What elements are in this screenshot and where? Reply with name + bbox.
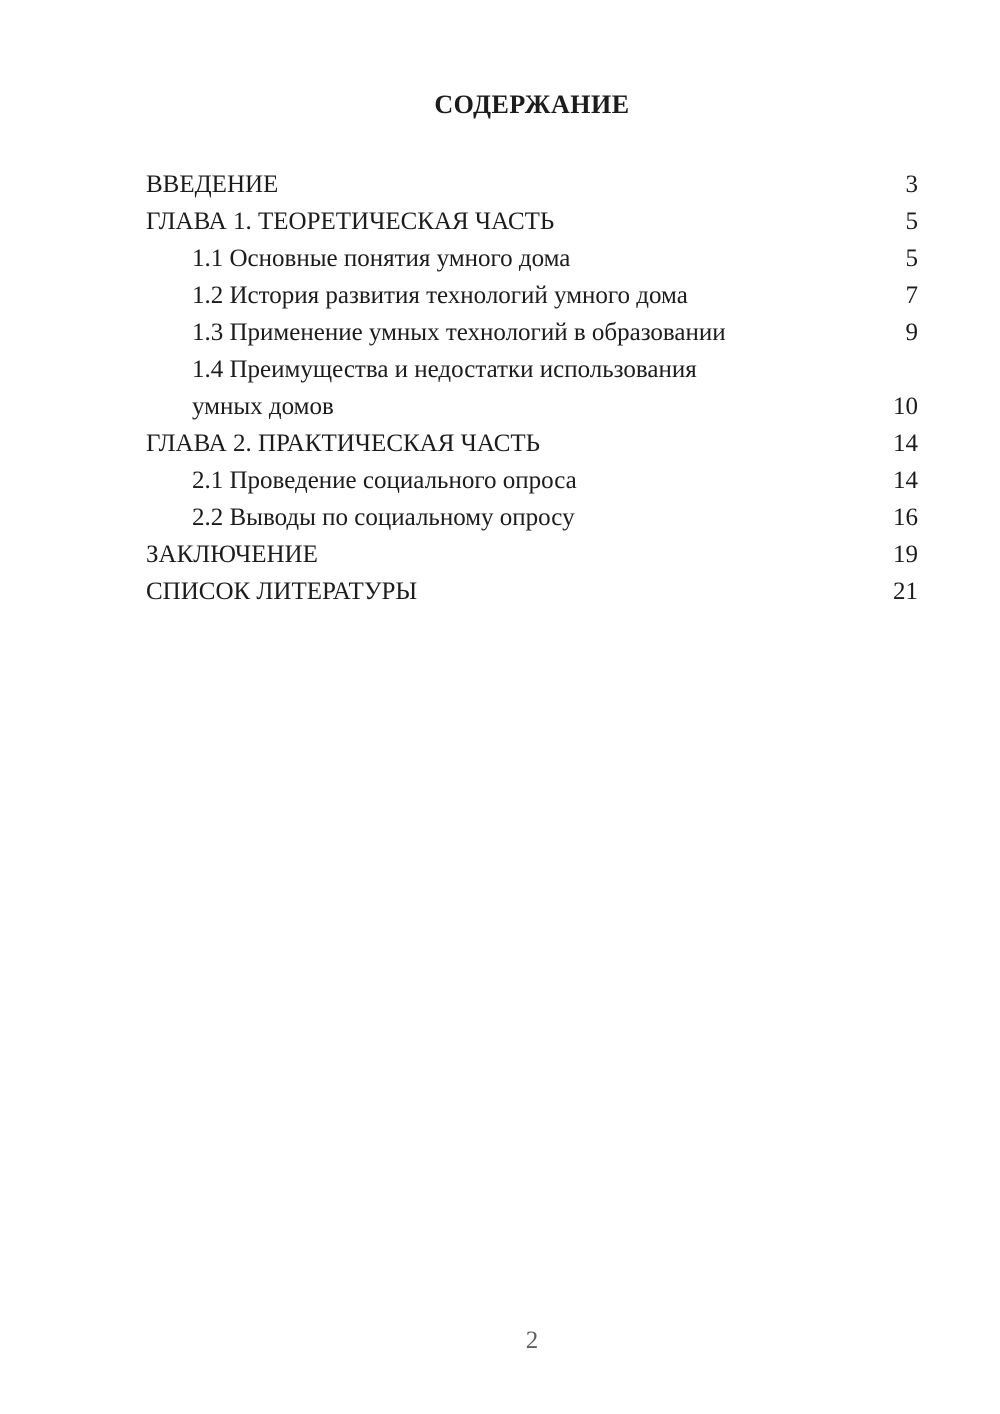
toc-entry-page: 14 (893, 467, 918, 494)
toc-entry (146, 573, 918, 610)
toc-entry (146, 351, 918, 425)
toc-entry (146, 499, 918, 536)
toc-entry-page: 3 (905, 171, 918, 198)
toc-entry-label: 2.1 Проведение социального опроса (192, 467, 577, 494)
page-content (0, 90, 1000, 610)
toc-entry-label: 1.1 Основные понятия умного дома (192, 245, 571, 272)
toc-entry (146, 314, 918, 351)
toc-entry-page: 10 (893, 393, 918, 420)
toc-entry-label: ВВЕДЕНИЕ (146, 171, 279, 198)
toc-entry-page: 9 (905, 319, 918, 346)
toc-entry-page: 19 (893, 541, 918, 568)
toc-entry (146, 166, 918, 203)
page-title: СОДЕРЖАНИЕ (434, 90, 630, 119)
toc-entry (146, 203, 918, 240)
toc-entry-page: 5 (905, 245, 918, 272)
toc-entry (146, 462, 918, 499)
toc-entry-label: СПИСОК ЛИТЕРАТУРЫ (146, 578, 418, 605)
toc-entry-label: ЗАКЛЮЧЕНИЕ (146, 541, 318, 568)
toc-list (146, 166, 918, 610)
toc-entry-page: 14 (893, 430, 918, 457)
toc-entry (146, 277, 918, 314)
toc-entry-page: 5 (905, 208, 918, 235)
toc-entry-page: 16 (893, 504, 918, 531)
toc-entry (146, 425, 918, 462)
toc-entry (146, 536, 918, 573)
toc-entry-label: ГЛАВА 1. ТЕОРЕТИЧЕСКАЯ ЧАСТЬ (146, 208, 555, 235)
toc-entry-page: 21 (893, 578, 918, 605)
toc-entry-label: 2.2 Выводы по социальному опросу (192, 504, 575, 531)
toc-entry-label: ГЛАВА 2. ПРАКТИЧЕСКАЯ ЧАСТЬ (146, 430, 541, 457)
toc-entry-label: 1.2 История развития технологий умного дома (192, 282, 688, 309)
footer-page-number: 2 (525, 1327, 539, 1354)
toc-entry-page: 7 (905, 282, 918, 309)
toc-entry-label: 1.4 Преимущества и недостатки использования умных домов (192, 356, 697, 420)
toc-entry-label: 1.3 Применение умных технологий в образовании (192, 319, 726, 346)
toc-entry (146, 240, 918, 277)
